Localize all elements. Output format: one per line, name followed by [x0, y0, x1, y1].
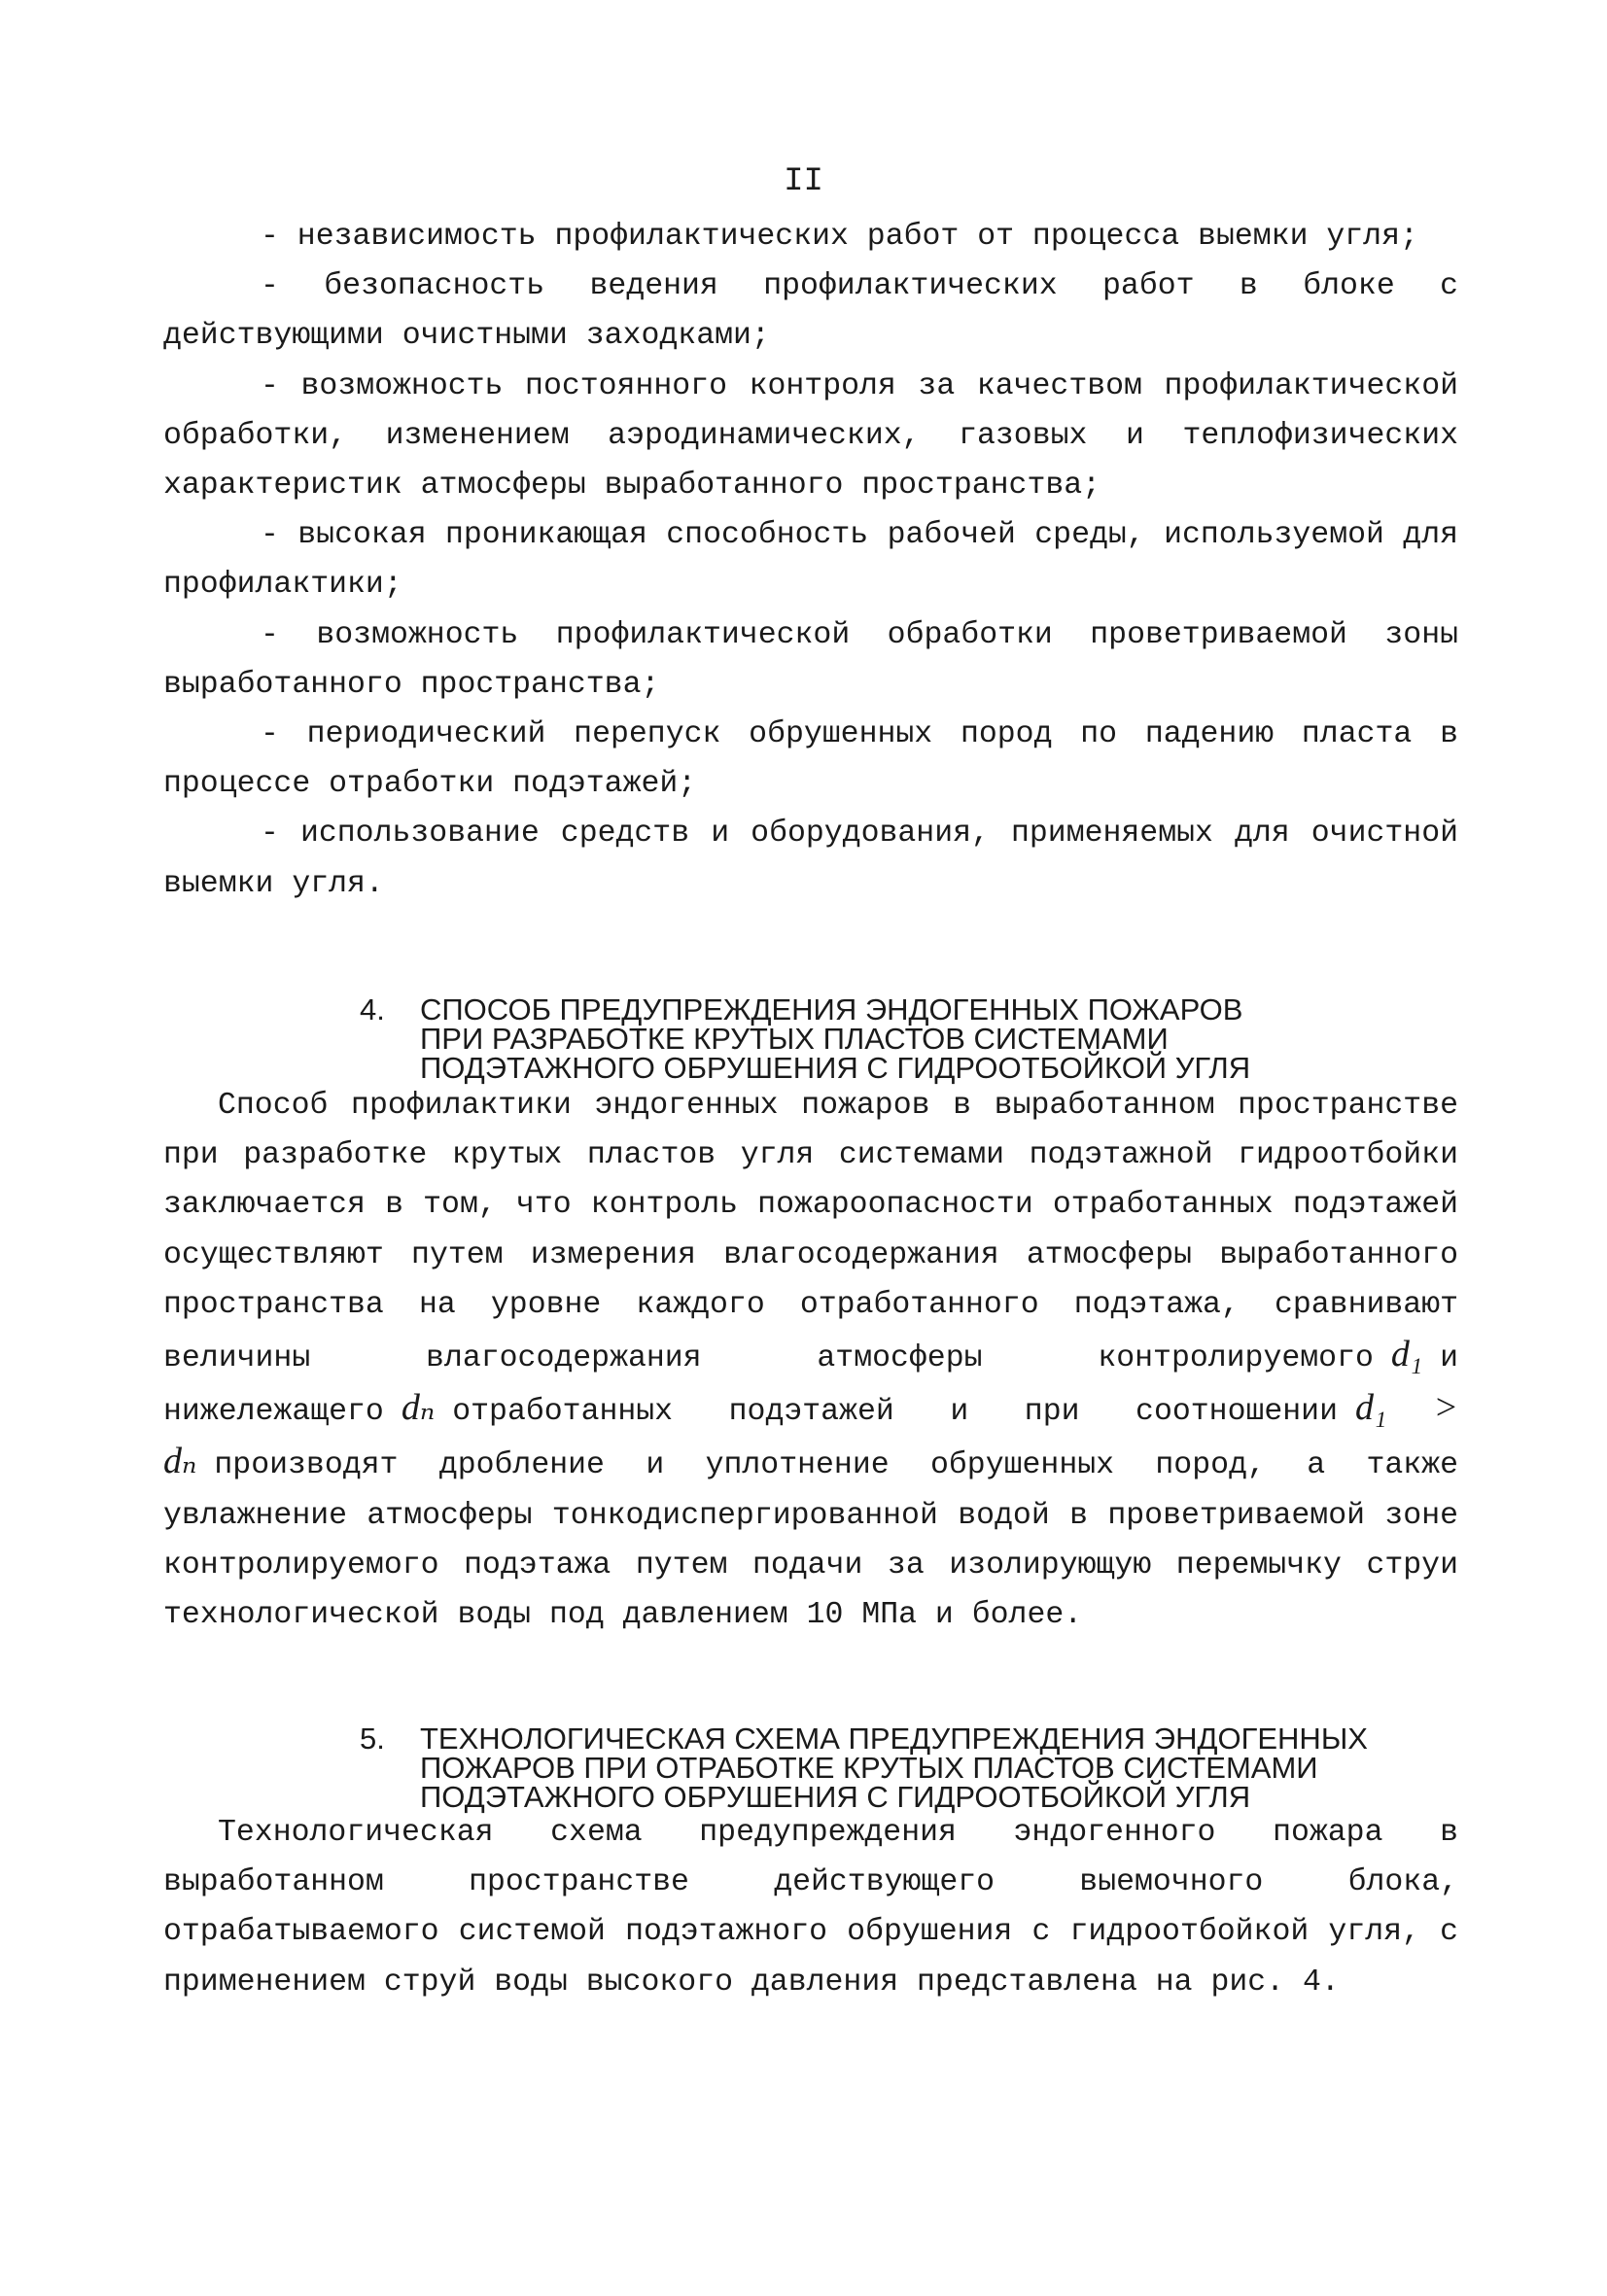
list-item: - высокая проникающая способность рабочей среды, используемой для профилактики; — [163, 518, 1458, 603]
section-4-text-1: Способ профилактики эндогенных пожаров в выработанном пространстве при разработке крутых пластов угля системами подэтажной гидроотбойки заключается в том, что контроль пожароопасности отработанных подэтажей осуществляют путем измерения влагосодержания атмосферы выработанного пространства на уровне каждого отработанного подэтажа, сравнивают величины влагосодержания атмосферы контролируемого — [163, 1089, 1458, 1376]
list-item: - использование средств и оборудования, применяемых для очистной выемки угля. — [163, 817, 1458, 901]
section-5-paragraph: Технологическая схема предупреждения эндогенного пожара в выработанном пространстве действующего выемочного блока, отрабатываемого системой подэтажного обрушения с гидроотбойкой угля, с применением струй воды высокого давления представлена на рис. 4. — [163, 1816, 1458, 2000]
humidity-symbol-dn: dₙ — [401, 1387, 436, 1429]
section-4-title-line: СПОСОБ ПРЕДУПРЕЖДЕНИЯ ЭНДОГЕННЫХ ПОЖАРОВ — [420, 992, 1243, 1026]
section-4-text-3: отработанных подэтажей и при соотношении — [452, 1395, 1338, 1430]
section-4-number: 4. — [360, 992, 385, 1026]
humidity-relation: d₁ > dₙ — [163, 1387, 1459, 1482]
page-number: II — [784, 163, 823, 200]
list-item: - безопасность ведения профилактических работ в блоке с действующими очистными заходками; — [163, 269, 1458, 354]
section-4-heading — [360, 992, 1458, 1085]
requirements-list — [163, 212, 1458, 909]
section-5-title-line: ТЕХНОЛОГИЧЕСКАЯ СХЕМА ПРЕДУПРЕЖДЕНИЯ ЭНДОГЕННЫХ — [420, 1722, 1368, 1756]
humidity-symbol-d1: d₁ — [1390, 1334, 1423, 1375]
section-5-title-line: ПОДЭТАЖНОГО ОБРУШЕНИЯ С ГИДРООТБОЙКОЙ УГЛЯ — [420, 1780, 1251, 1814]
list-item: - возможность постоянного контроля за качеством профилактической обработки, изменением аэродинамических, газовых и теплофизических характеристик атмосферы выработанного пространства; — [163, 368, 1458, 504]
section-5-body — [163, 1808, 1458, 2007]
list-item: - возможность профилактической обработки проветриваемой зоны выработанного пространства; — [163, 617, 1458, 702]
section-4-paragraph — [163, 1081, 1458, 1640]
list-item: - независимость профилактических работ от процесса выемки угля; — [261, 220, 1418, 254]
section-5-number: 5. — [360, 1722, 385, 1756]
section-4-title-line: ПРИ РАЗРАБОТКЕ КРУТЫХ ПЛАСТОВ СИСТЕМАМИ — [420, 1022, 1169, 1056]
section-4-body — [163, 1081, 1458, 1640]
section-4-text-4: производят дробление и уплотнение обрушенных пород, а также увлажнение атмосферы тонкодиспергированной водой в проветриваемой зоне контролируемого подэтажа путем подачи за изолирующую перемычку струи технологической воды под давлением 10 МПа и более. — [163, 1448, 1458, 1633]
list-item: - периодический перепуск обрушенных пород по падению пласта в процессе отработки подэтажей; — [163, 717, 1458, 802]
section-4-title-line: ПОДЭТАЖНОГО ОБРУШЕНИЯ С ГИДРООТБОЙКОЙ УГЛЯ — [420, 1051, 1251, 1085]
section-4-text-2: и нижележащего — [163, 1341, 1458, 1430]
section-5-title-line: ПОЖАРОВ ПРИ ОТРАБОТКЕ КРУТЫХ ПЛАСТОВ СИСТЕМАМИ — [420, 1751, 1318, 1785]
section-5-heading — [360, 1724, 1458, 1812]
